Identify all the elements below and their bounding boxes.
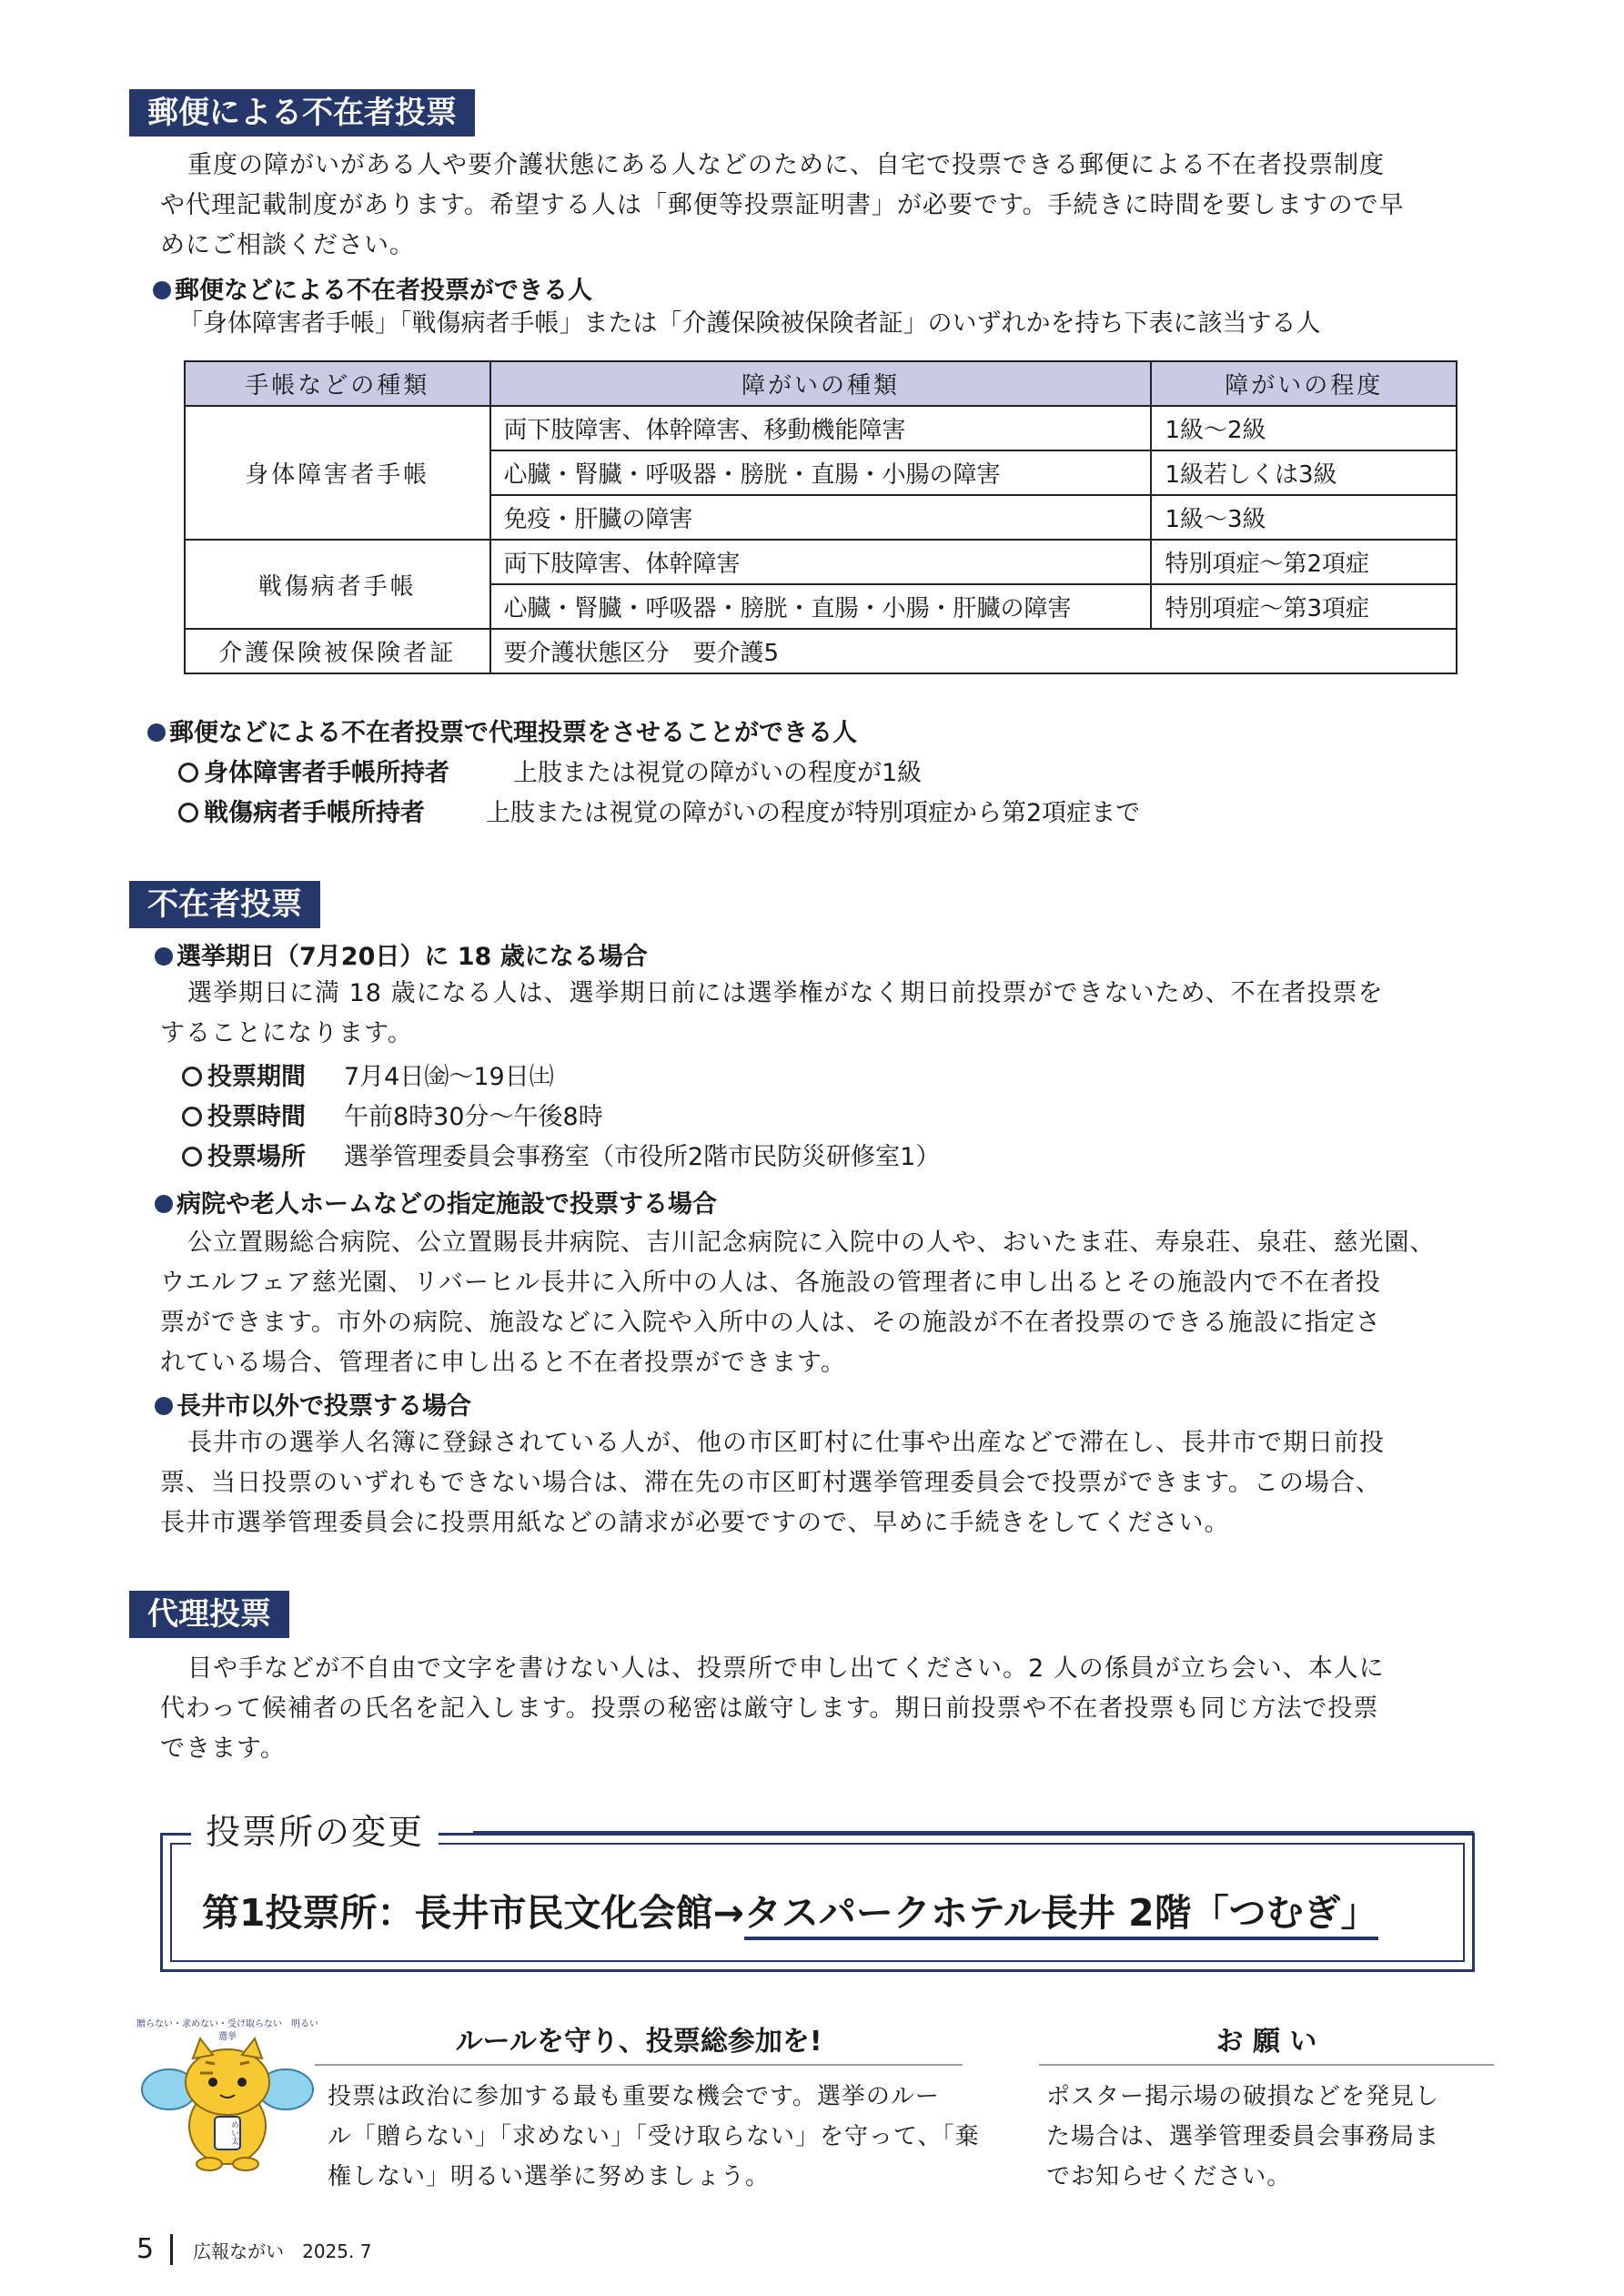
proxy-item: 戦傷病者手帳所持者 上肢または視覚の障がいの程度が特別項症から第2項症まで	[178, 794, 1140, 834]
rule-text: 投票は政治に参加する最も重要な機会です。選挙のルー ル「贈らない」「求めない」「受け取らない」を守って、「棄 権しない」明るい選挙に努めましょう。	[328, 2083, 980, 2190]
bullet-icon	[155, 947, 173, 966]
table-cell: 1級～2級	[1151, 406, 1457, 450]
absentee-18-text: 選挙期日に満 18 歳になる人は、選挙期日前には選挙権がなく期日前投票ができないため、不在者投票を することになります。	[160, 979, 1384, 1047]
circle-bullet-icon	[182, 1147, 202, 1167]
table-cell: 要介護状態区分 要介護5	[490, 629, 1457, 673]
absentee-18-title: 選挙期日（7月20日）に 18 歳になる場合	[155, 939, 648, 976]
polling-change-text: 第1投票所：長井市民文化会館→タスパークホテル長井 2階「つむぎ」	[202, 1887, 1378, 1938]
table-row	[185, 406, 1457, 450]
proxy-item: 身体障害者手帳所持者 上肢または視覚の障がいの程度が1級	[178, 754, 922, 794]
bullet-icon	[153, 281, 171, 299]
vote-period: 投票期間 7月4日㈮～19日㈯	[182, 1057, 554, 1097]
table-cell: 1級～3級	[1151, 495, 1457, 540]
outside-text: 長井市の選挙人名簿に登録されている人が、他の市区町村に仕事や出産などで滞在し、長井市で期日前投 票、当日投票のいずれもできない場合は、滞在先の市区町村選挙管理委員会で投票ができます。この場合、 長井市選挙管理委員会に投票用紙などの請求が必要ですので、早めに手続きをしてください。	[160, 1429, 1385, 1537]
circle-bullet-icon	[182, 1107, 202, 1127]
table-cell: 介護保険被保険者証	[185, 629, 490, 673]
table-header: 手帳などの種類	[185, 361, 490, 406]
mascot-badge: めい太	[229, 2120, 238, 2145]
facility-title: 病院や老人ホームなどの指定施設で投票する場合	[155, 1187, 717, 1223]
eligibility-table	[184, 360, 1458, 674]
section-header-absentee: 不在者投票	[129, 881, 320, 928]
proxy-vote-text: 目や手などが不自由で文字を書けない人は、投票所で申し出てください。2 人の係員が立ち会い、本人に 代わって候補者の氏名を記入します。投票の秘密は厳守します。期日前投票や不在者投票も同じ方法で投票 できます。	[160, 1654, 1385, 1763]
postal-intro: 重度の障がいがある人や要介護状態にある人などのために、自宅で投票できる郵便による不在者投票制度 や代理記載制度があります。希望する人は「郵便等投票証明書」が必要です。手続きに時間を要しますので早 めにご相談ください。	[160, 151, 1405, 259]
page-footer	[136, 2231, 371, 2270]
facility-text: 公立置賜総合病院、公立置賜長井病院、吉川記念病院に入院中の人や、おいたま荘、寿泉荘、泉荘、慈光園、 ウエルフェア慈光園、リバーヒル長井に入所中の人は、各施設の管理者に申し出るとその施設内で不在者投 票ができます。市外の病院、施設などに入院や入所中の人は、その施設が不在者投票のできる施設に指定さ れている場合、管理者に申し出ると不在者投票ができます。	[160, 1229, 1436, 1377]
table-cell: 心臓・腎臓・呼吸器・膀胱・直腸・小腸の障害	[490, 450, 1152, 495]
circle-bullet-icon	[182, 1067, 202, 1087]
table-row	[185, 540, 1457, 584]
publication-date: 2025. 7	[302, 2240, 372, 2262]
bullet-icon	[155, 1397, 173, 1415]
section-header-postal: 郵便による不在者投票	[129, 89, 475, 137]
table-header-row	[185, 361, 1457, 406]
section-header-proxy: 代理投票	[129, 1591, 289, 1638]
table-cell: 免疫・肝臓の障害	[490, 495, 1152, 540]
publication-name: 広報ながい	[193, 2240, 285, 2262]
table-row	[185, 629, 1457, 673]
postal-who-title: 郵便などによる不在者投票ができる人	[153, 273, 592, 309]
table-cell: 両下肢障害、体幹障害	[490, 540, 1152, 584]
circle-bullet-icon	[178, 763, 198, 783]
mascot-illustration	[136, 2018, 318, 2173]
table-cell: 特別項症～第3項症	[1151, 584, 1457, 629]
proxy-title: 郵便などによる不在者投票で代理投票をさせることができる人	[147, 715, 857, 752]
table-cell: 身体障害者手帳	[185, 406, 490, 540]
request-text: ポスター掲示場の破損などを発見し た場合は、選挙管理委員会事務局ま でお知らせください。	[1046, 2083, 1440, 2190]
table-cell: 心臓・腎臓・呼吸器・膀胱・直腸・小腸・肝臓の障害	[490, 584, 1152, 629]
request-title: お 願 い	[1215, 2026, 1317, 2058]
outside-title: 長井市以外で投票する場合	[155, 1389, 471, 1425]
table-cell: 両下肢障害、体幹障害、移動機能障害	[490, 406, 1152, 450]
vote-hours: 投票時間 午前8時30分～午後8時	[182, 1097, 603, 1138]
bullet-icon	[147, 723, 166, 742]
postal-who-desc: 「身体障害者手帳」「戦傷病者手帳」または「介護保険被保険者証」のいずれかを持ち下表に該当する人	[178, 309, 1321, 338]
table-cell: 1級若しくは3級	[1151, 450, 1457, 495]
table-cell: 特別項症～第2項症	[1151, 540, 1457, 584]
vote-place: 投票場所 選挙管理委員会事務室（市役所2階市民防災研修室1）	[182, 1138, 940, 1178]
polling-change-title: 投票所の変更	[191, 1811, 439, 1853]
mascot-caption: 贈らない・求めない・受け取らない 明るい選挙	[136, 2019, 318, 2042]
table-header: 障がいの程度	[1151, 361, 1457, 406]
circle-bullet-icon	[178, 803, 198, 823]
page-number: 5	[136, 2233, 155, 2265]
rule-title: ルールを守り、投票総参加を!	[455, 2026, 822, 2058]
table-header: 障がいの種類	[490, 361, 1152, 406]
table-cell: 戦傷病者手帳	[185, 540, 490, 629]
bullet-icon	[155, 1195, 173, 1213]
